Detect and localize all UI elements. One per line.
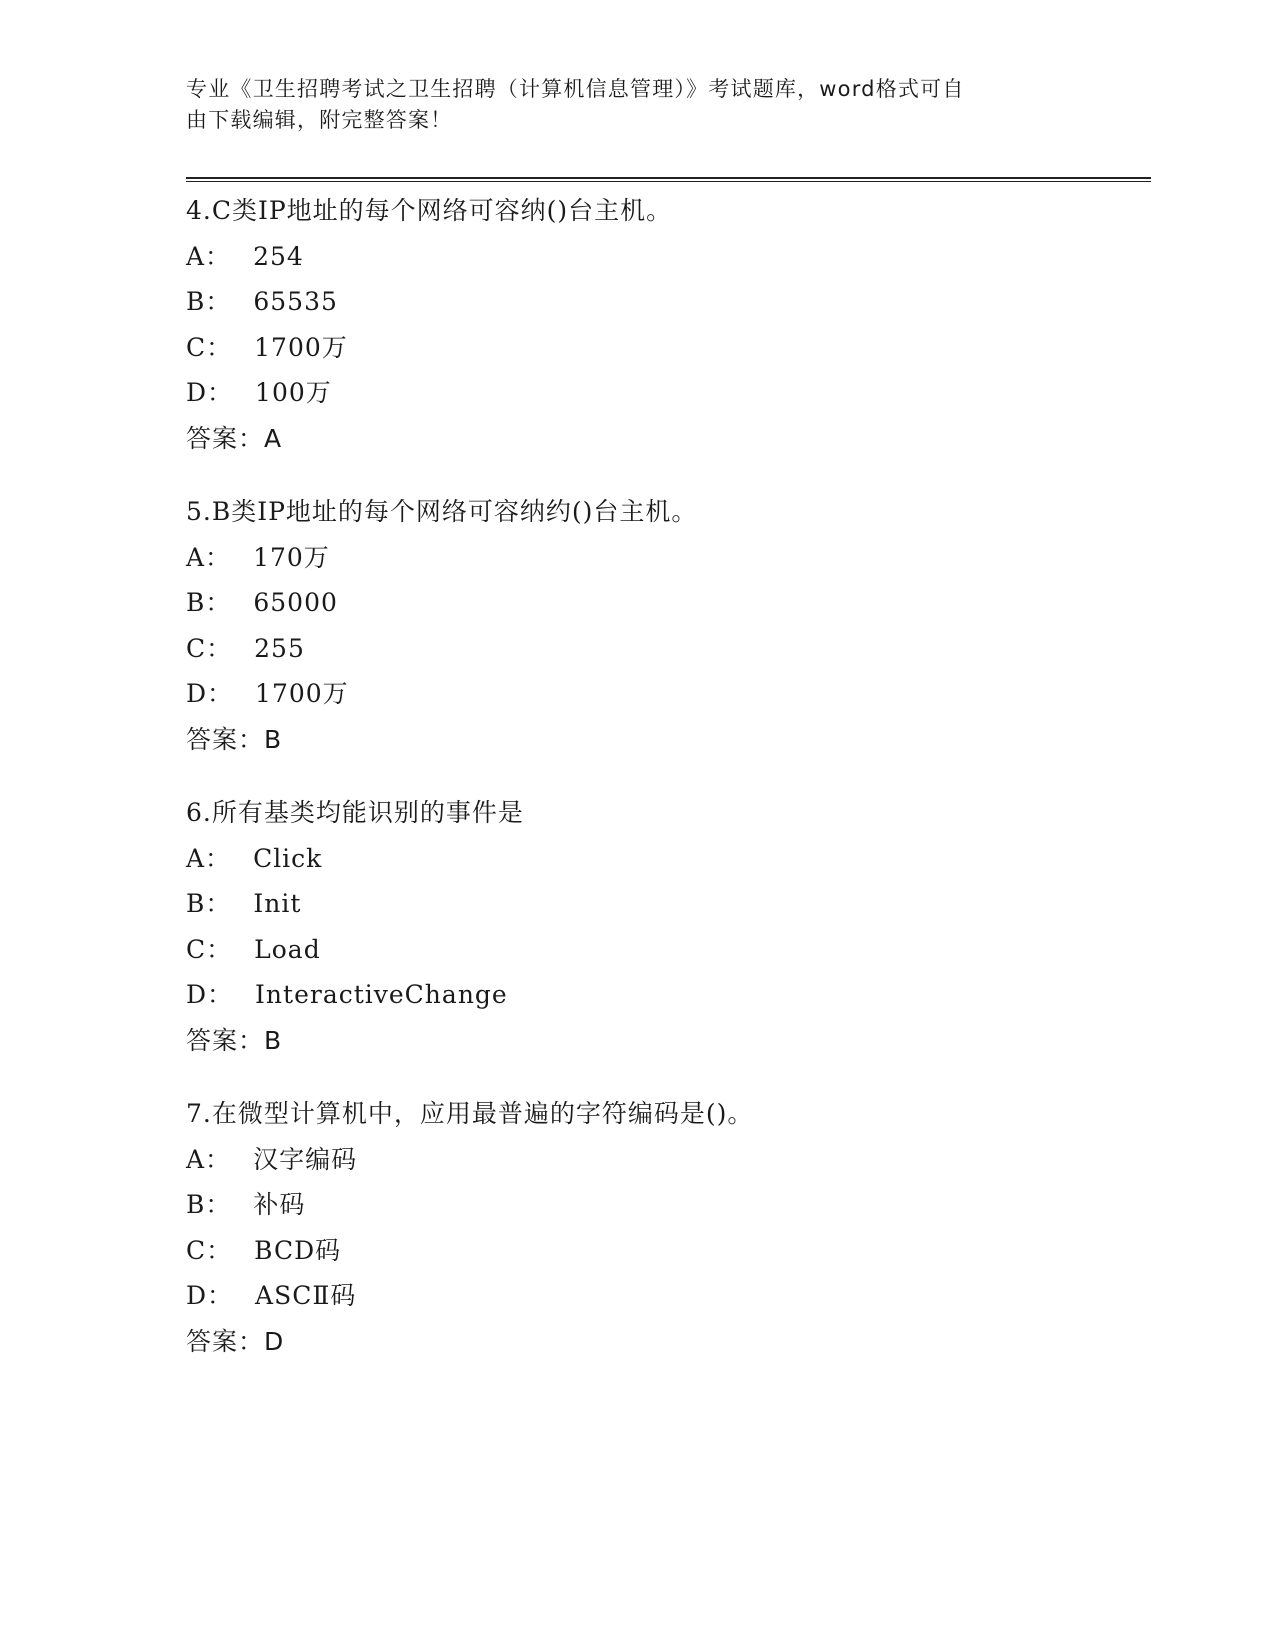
header-divider-top [186,177,1151,179]
option-c [186,927,1151,973]
option-a [186,836,1151,882]
option-letter: B： [186,588,232,617]
document-header [186,74,1066,136]
option-a [186,535,1151,581]
option-text: 100万 [255,378,332,407]
option-letter: D： [186,378,234,407]
question-item [186,790,1151,1063]
option-text: 1700万 [255,679,349,708]
option-letter: D： [186,980,234,1009]
answer-label: 答案：A [186,423,283,453]
option-a [186,234,1151,280]
option-letter: B： [186,287,232,316]
option-letter: B： [186,1190,232,1219]
option-letter: A： [186,1144,232,1174]
answer-label: 答案：B [186,1025,283,1055]
option-text: 170万 [253,542,330,572]
question-item [186,1091,1151,1364]
option-letter: C： [186,934,233,964]
option-b [186,881,1151,927]
question-title: 7.在微型计算机中，应用最普遍的字符编码是()。 [186,1099,754,1128]
option-text: BCD码 [254,1235,342,1265]
option-letter: D： [186,679,234,708]
question-title: 5.B类IP地址的每个网络可容纳约()台主机。 [186,497,698,526]
option-d [186,972,1151,1018]
option-letter: A： [186,843,232,873]
question-item [186,489,1151,762]
option-d [186,671,1151,717]
option-letter: A： [186,542,232,572]
option-letter: C： [186,1235,233,1265]
answer-label: 答案：D [186,1326,285,1356]
option-b [186,279,1151,325]
option-c [186,1228,1151,1274]
option-text: Init [253,889,302,918]
option-text: 65000 [253,588,338,617]
option-text: 254 [253,241,304,271]
option-letter: A： [186,241,232,271]
option-letter: C： [186,633,233,663]
header-line-1: 专业《卫生招聘考试之卫生招聘（计算机信息管理）》考试题库，word格式可自 [186,77,965,101]
option-text: ASCⅡ码 [255,1281,357,1310]
option-text: InteractiveChange [255,980,508,1009]
option-d [186,1273,1151,1319]
option-letter: D： [186,1281,234,1310]
option-letter: B： [186,889,232,918]
option-letter: C： [186,332,233,362]
option-a [186,1137,1151,1183]
question-title: 4.C类IP地址的每个网络可容纳()台主机。 [186,196,673,225]
question-item [186,188,1151,461]
question-title: 6.所有基类均能识别的事件是 [186,798,524,827]
header-line-2: 由下载编辑，附完整答案！ [186,108,453,132]
option-text: Load [254,934,321,964]
header-divider-bottom [186,181,1151,182]
answer-label: 答案：B [186,724,283,754]
option-c [186,325,1151,371]
option-text: 补码 [253,1190,306,1219]
option-text: 65535 [253,287,338,316]
option-c [186,626,1151,672]
question-list [186,188,1151,1392]
option-b [186,1182,1151,1228]
option-text: 汉字编码 [253,1144,358,1174]
option-b [186,580,1151,626]
option-text: 1700万 [254,332,348,362]
option-text: Click [253,843,323,873]
option-d [186,370,1151,416]
option-text: 255 [254,633,305,663]
